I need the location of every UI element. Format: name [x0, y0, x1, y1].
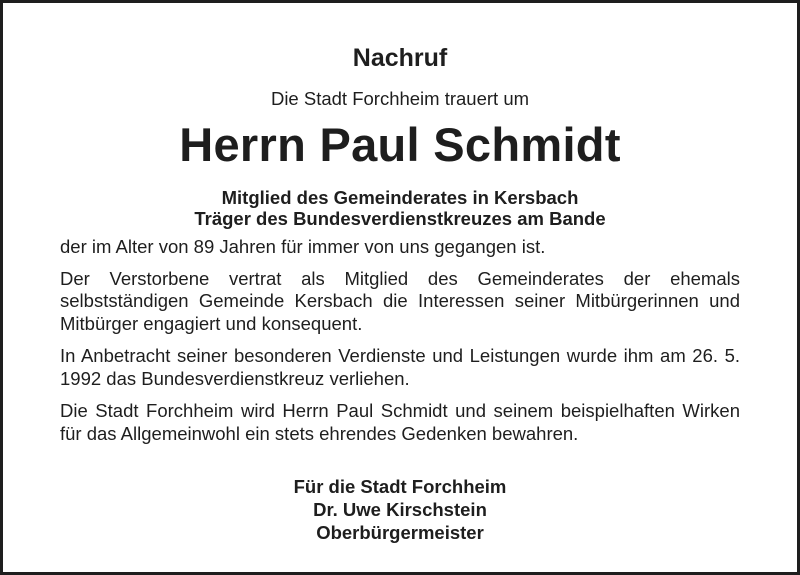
role-line: Mitglied des Gemeinderates in Kersbach	[221, 187, 579, 208]
deceased-roles	[60, 187, 740, 229]
deceased-name: Herrn Paul Schmidt	[179, 118, 621, 171]
body-paragraph: der im Alter von 89 Jahren für immer von uns gegangen ist.	[60, 236, 546, 257]
signature-line: Dr. Uwe Kirschstein	[313, 499, 487, 520]
body-paragraph: Der Verstorbene vertrat als Mitglied des Gemeinderates der ehemals selbstständigen Gemeinde Kersbach die Interessen seiner Mitbürgerinnen und Mitbürger engagiert und konsequent.	[60, 267, 740, 334]
signature-line: Für die Stadt Forchheim	[293, 476, 507, 497]
body-paragraph: In Anbetracht seiner besonderen Verdienste und Leistungen wurde ihm am 26. 5. 1992 das Bundesverdienstkreuz verliehen.	[60, 345, 740, 389]
body-paragraph: Die Stadt Forchheim wird Herrn Paul Schmidt und seinem beispielhaften Wirken für das Allgemeinwohl ein stets ehrendes Gedenken bewahren.	[60, 400, 740, 444]
role-line: Träger des Bundesverdienstkreuzes am Bande	[194, 208, 606, 229]
signature-line: Oberbürgermeister	[316, 522, 484, 543]
signature-block	[60, 475, 740, 544]
notice-title: Nachruf	[352, 44, 448, 72]
notice-intro: Die Stadt Forchheim trauert um	[270, 88, 530, 109]
